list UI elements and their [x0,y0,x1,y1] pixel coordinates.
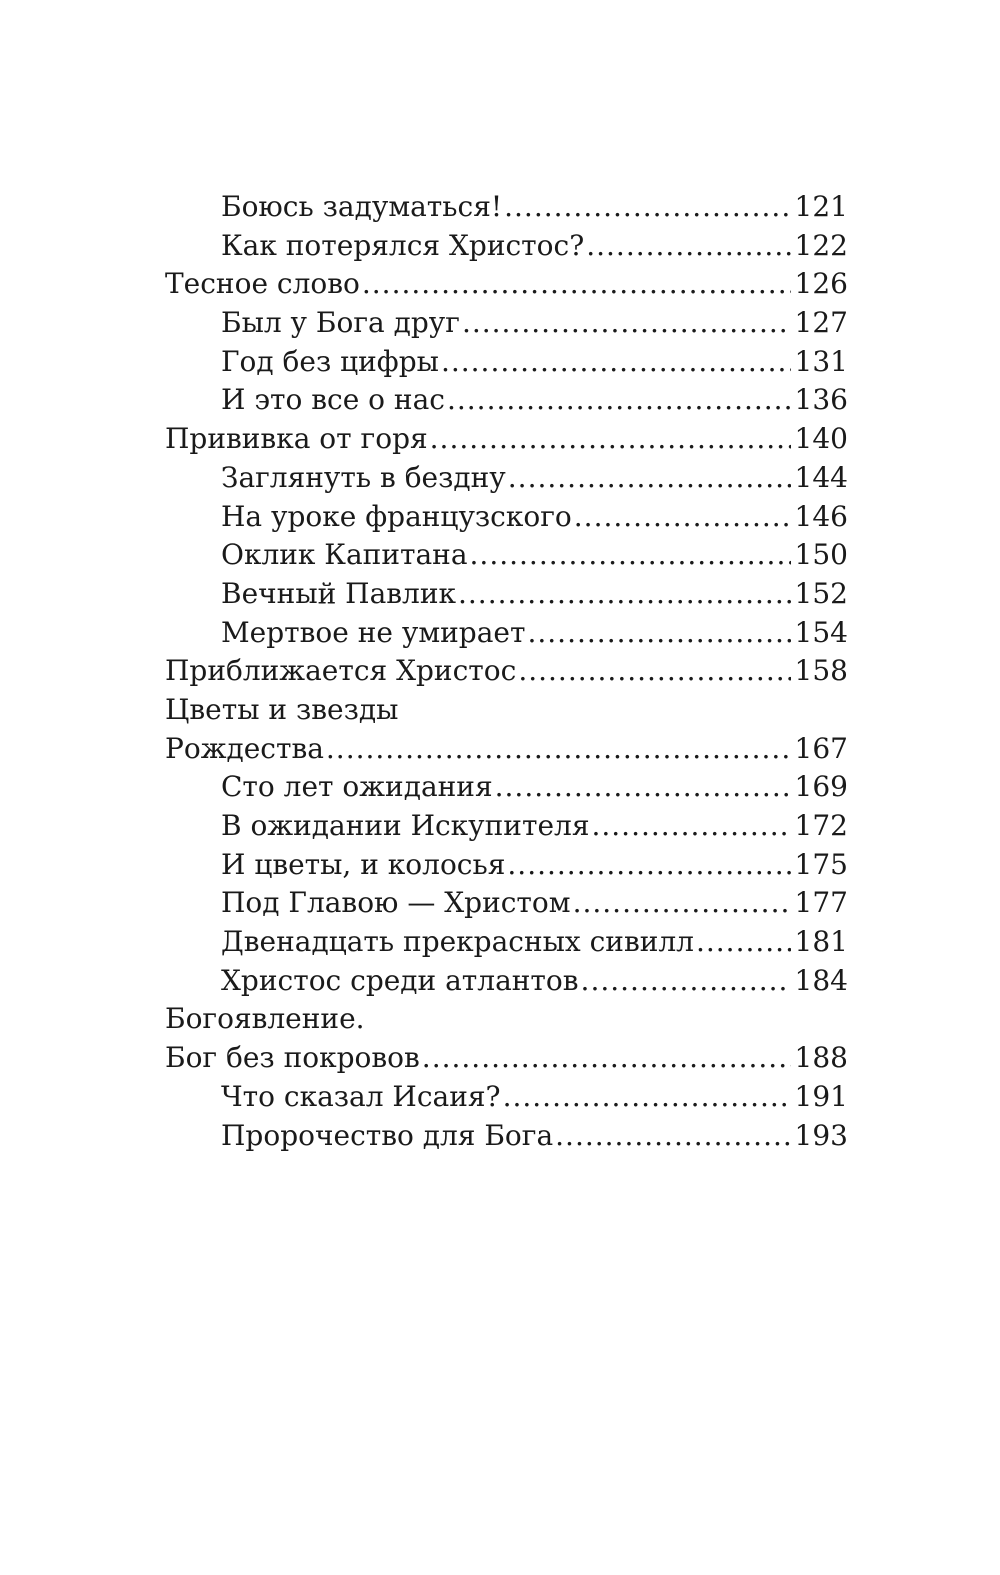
toc-entry [165,807,848,846]
toc-entry [165,614,848,653]
dot-leader [696,923,791,962]
toc-entry [165,381,848,420]
dot-leader [470,536,791,575]
toc-entry-title: Сто лет ожидания [221,770,493,804]
toc-entry [165,923,848,962]
toc-entry [165,459,848,498]
toc-entry-title: Мертвое не умирает [221,615,526,649]
toc-entry [165,227,848,266]
toc-entry [165,962,848,1001]
toc-entry-page: 144 [794,460,848,494]
toc-entry-title: Христос среди атлантов [221,963,579,997]
toc-entry-title: Пророчество для Бога [221,1118,554,1152]
toc-entry-page: 167 [794,731,848,765]
toc-entry-page: 188 [794,1041,848,1075]
toc-entry-title: Приближается Христос [165,654,517,688]
toc-entry-title: Оклик Капитана [221,538,468,572]
toc-entry [165,652,848,691]
toc-entry-page: 175 [794,847,848,881]
toc-entry-heading [165,691,848,730]
dot-leader [495,768,791,807]
toc-entry-title: Вечный Павлик [221,576,456,610]
dot-leader [586,227,790,266]
toc-entry-page: 177 [794,886,848,920]
toc-entry-title: Как потерялся Христос? [221,228,585,262]
dot-leader [503,1078,791,1117]
toc-entry-title: Заглянуть в бездну [221,460,506,494]
toc-entry-page: 169 [794,770,848,804]
toc-entry-title: Цветы и звезды [165,692,399,726]
toc-entry-page: 152 [794,576,848,610]
toc-entry [165,304,848,343]
toc-entry [165,846,848,885]
toc-entry-title: Боюсь задуматься! [221,190,503,223]
toc-entry-title: Прививка от горя [165,422,428,456]
toc-entry-heading [165,1000,848,1039]
dot-leader [326,730,791,769]
toc-entry [165,188,848,227]
toc-entry-title: На уроке французского [221,499,572,533]
dot-leader [462,304,791,343]
toc-entry-page: 127 [794,306,848,340]
dot-leader [441,343,791,382]
dot-leader [508,459,791,498]
toc-entry-title: Год без цифры [221,344,439,378]
toc-entry-title: Тесное слово [165,267,360,301]
dot-leader [504,188,790,227]
dot-leader [574,498,791,537]
toc-entry [165,343,848,382]
toc-entry-page: 140 [794,422,848,456]
toc-entry-page: 122 [794,228,848,262]
dot-leader [458,575,791,614]
toc-entry-page: 146 [794,499,848,533]
toc-entry [165,575,848,614]
toc-entry-page: 193 [794,1118,848,1152]
toc-entry-title: В ожидании Искупителя [221,809,590,842]
toc-entry-title: Под Главою — Христом [221,886,571,920]
dot-leader [430,420,791,459]
toc-entry-title: Бог без покровов [165,1041,420,1075]
dot-leader [507,846,790,885]
toc-entry [165,536,848,575]
toc-entry [165,1078,848,1117]
dot-leader [362,265,791,304]
toc-entry [165,420,848,459]
toc-entry [165,498,848,537]
toc-entry-page: 121 [794,190,848,223]
toc-entry [165,265,848,304]
toc-entry [165,1117,848,1156]
toc-entry [165,884,848,923]
dot-leader [581,962,791,1001]
toc-entry [165,730,848,769]
toc-entry-page: 150 [794,538,848,572]
dot-leader [527,614,790,653]
toc-entry-title: Двенадцать прекрасных сивилл [221,925,694,959]
toc-entry-page: 181 [794,925,848,959]
dot-leader [422,1039,791,1078]
toc-entry-title: И это все о нас [221,383,445,417]
dot-leader [518,652,790,691]
dot-leader [555,1117,790,1156]
toc-entry-page: 184 [794,963,848,997]
toc-entry-title: Был у Бога друг [221,306,460,340]
table-of-contents [165,188,848,1155]
toc-entry [165,1039,848,1078]
toc-entry-title: Рождества [165,731,324,765]
toc-entry-page: 126 [794,267,848,301]
toc-entry-page: 158 [794,654,848,688]
toc-entry-page: 154 [794,615,848,649]
toc-entry-page: 131 [794,344,848,378]
toc-entry-page: 136 [794,383,848,417]
dot-leader [591,807,790,846]
dot-leader [447,381,791,420]
toc-entry-title: Богоявление. [165,1002,365,1036]
toc-entry-title: Что сказал Исаия? [221,1079,501,1113]
toc-entry-page: 191 [794,1079,848,1113]
toc-entry-title: И цветы, и колосья [221,847,506,881]
toc-entry-page: 172 [794,809,848,842]
toc-entry [165,768,848,807]
dot-leader [573,884,791,923]
